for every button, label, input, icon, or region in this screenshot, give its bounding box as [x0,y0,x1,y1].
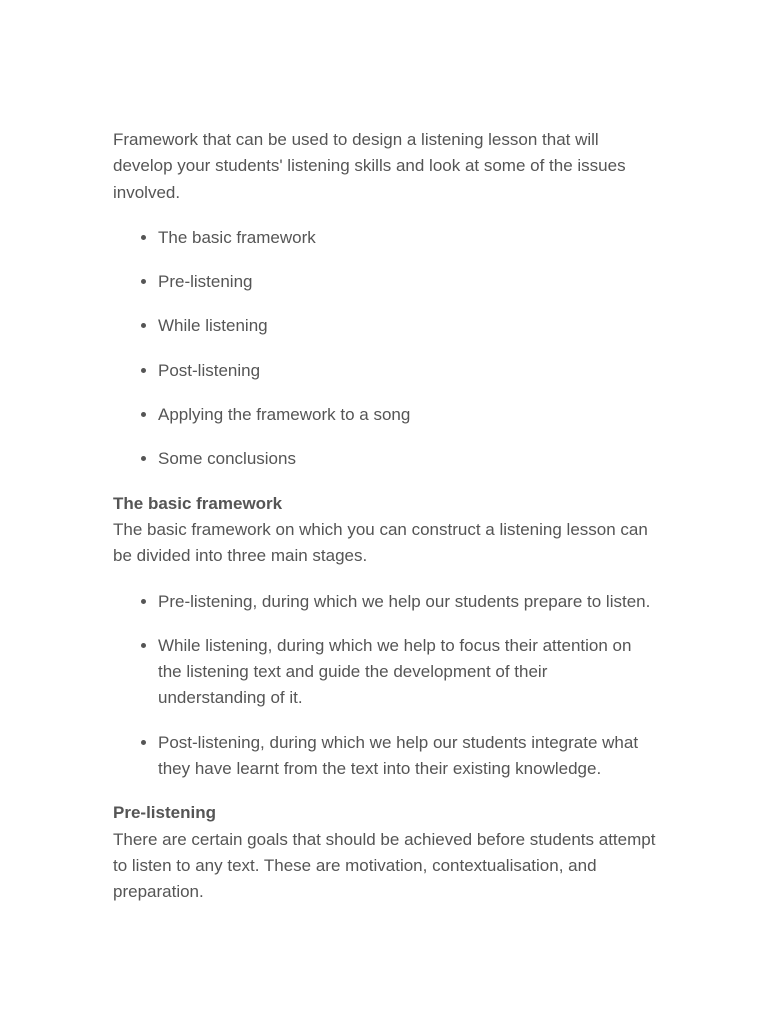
stage-item-while-listening: • While listening, during which we help to focus their attention on the listening text and guide the development of their understanding of it. [158,633,658,712]
section-body-basic-framework: The basic framework on which you can construct a listening lesson can be divided into three main stages. [113,519,648,566]
stage-item-pre-listening: • Pre-listening, during which we help our students prepare to listen. [158,589,658,615]
section-pre-listening [113,800,658,905]
contents-list [113,225,658,473]
contents-item-post-listening: • Post-listening [158,358,658,384]
contents-item-conclusions: • Some conclusions [158,446,658,472]
contents-item-applying-framework: • Applying the framework to a song [158,402,658,428]
stage-item-post-listening: • Post-listening, during which we help our students integrate what they have learnt from the text into their existing knowledge. [158,730,658,783]
stages-list [113,589,658,783]
section-basic-framework [113,491,658,570]
section-body-pre-listening: There are certain goals that should be achieved before students attempt to listen to any text. These are motivation, contextualisation, and preparation. [113,829,656,902]
contents-item-basic-framework: • The basic framework [158,225,658,251]
section-heading-basic-framework: The basic framework [113,493,283,513]
document-body [113,127,658,906]
intro-paragraph: Framework that can be used to design a listening lesson that will develop your students' listening skills and look at some of the issues involved. [113,130,626,202]
contents-item-while-listening: • While listening [158,313,658,339]
section-heading-pre-listening: Pre-listening [113,803,216,823]
contents-item-pre-listening: • Pre-listening [158,269,658,295]
